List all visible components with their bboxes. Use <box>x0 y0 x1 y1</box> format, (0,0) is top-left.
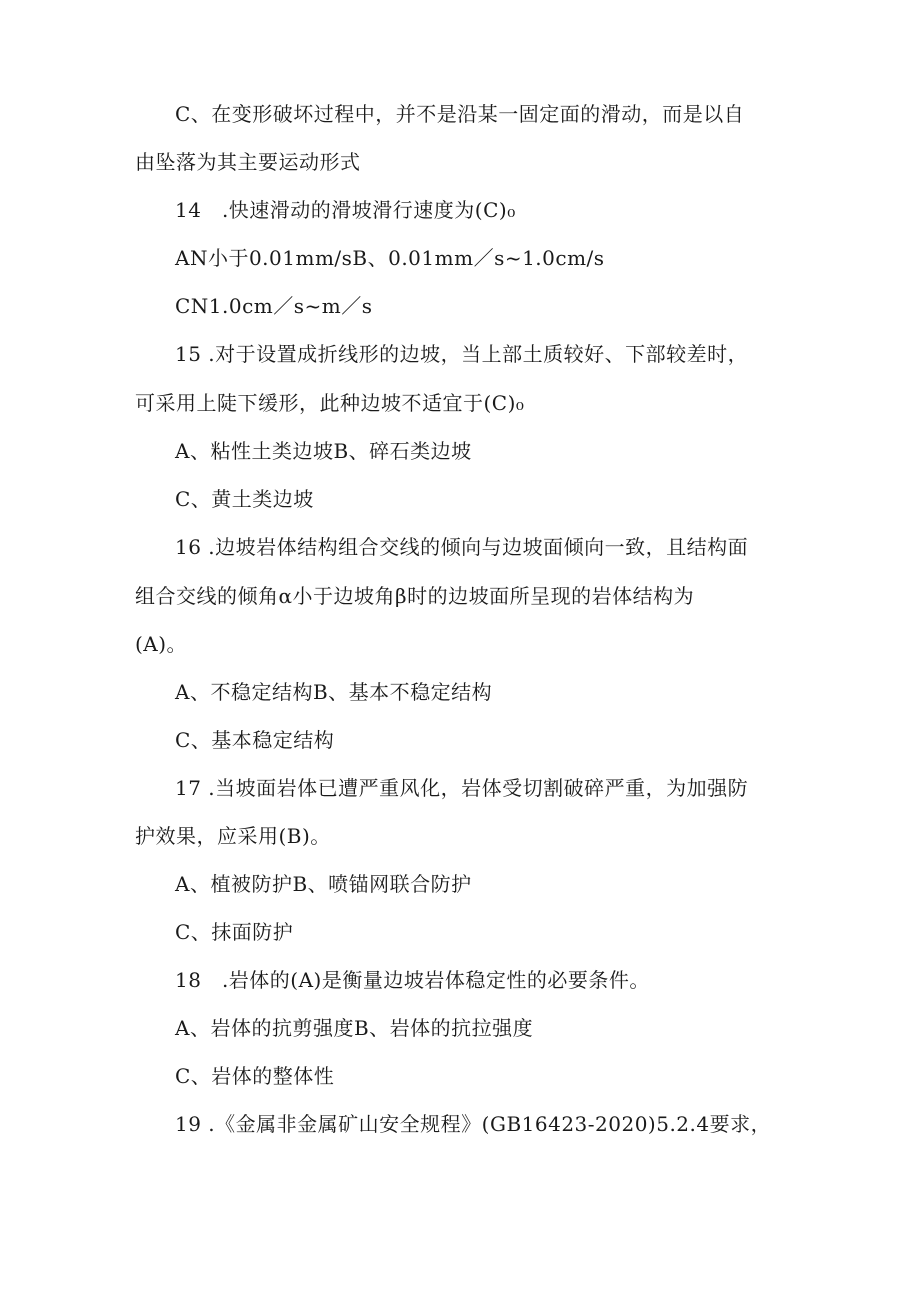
answer-option: C、基本稳定结构 <box>175 728 335 752</box>
answer-option: C、黄土类边坡 <box>175 487 314 511</box>
question-19: 19 .《金属非金属矿山安全规程》(GB16423-2020)5.2.4要求， <box>175 1112 772 1136</box>
text-line: 可采用上陡下缓形，此种边坡不适宜于(C)₀ <box>135 391 525 415</box>
answer-option: A、植被防护B、喷锚网联合防护 <box>175 872 472 896</box>
answer-option: A、不稳定结构B、基本不稳定结构 <box>175 680 493 704</box>
text-line: (A)。 <box>135 632 188 656</box>
answer-option: CN1.0cm／s~m／s <box>175 294 373 318</box>
question-15: 15 .对于设置成折线形的边坡，当上部土质较好、下部较差时， <box>175 342 749 366</box>
answer-option: C、抹面防护 <box>175 920 294 944</box>
answer-option: C、岩体的整体性 <box>175 1064 335 1088</box>
answer-option: A、粘性土类边坡B、碎石类边坡 <box>175 439 472 463</box>
question-16: 16 .边坡岩体结构组合交线的倾向与边坡面倾向一致，且结构面 <box>175 535 749 559</box>
answer-option: AN小于0.01mm/sB、0.01mm／s~1.0cm/s <box>175 246 605 270</box>
text-line: 由坠落为其主要运动形式 <box>135 150 361 174</box>
text-line: 组合交线的倾角α小于边坡角β时的边坡面所呈现的岩体结构为 <box>135 584 695 608</box>
text-line: 护效果，应采用(B)。 <box>135 824 331 848</box>
question-17: 17 .当坡面岩体已遭严重风化，岩体受切割破碎严重，为加强防 <box>175 776 749 800</box>
text-line: C、在变形破坏过程中，并不是沿某一固定面的滑动，而是以自 <box>175 102 745 126</box>
question-14: 14 .快速滑动的滑坡滑行速度为(C)₀ <box>175 198 516 222</box>
question-18: 18 .岩体的(A)是衡量边坡岩体稳定性的必要条件。 <box>175 968 650 992</box>
answer-option: A、岩体的抗剪强度B、岩体的抗拉强度 <box>175 1016 534 1040</box>
